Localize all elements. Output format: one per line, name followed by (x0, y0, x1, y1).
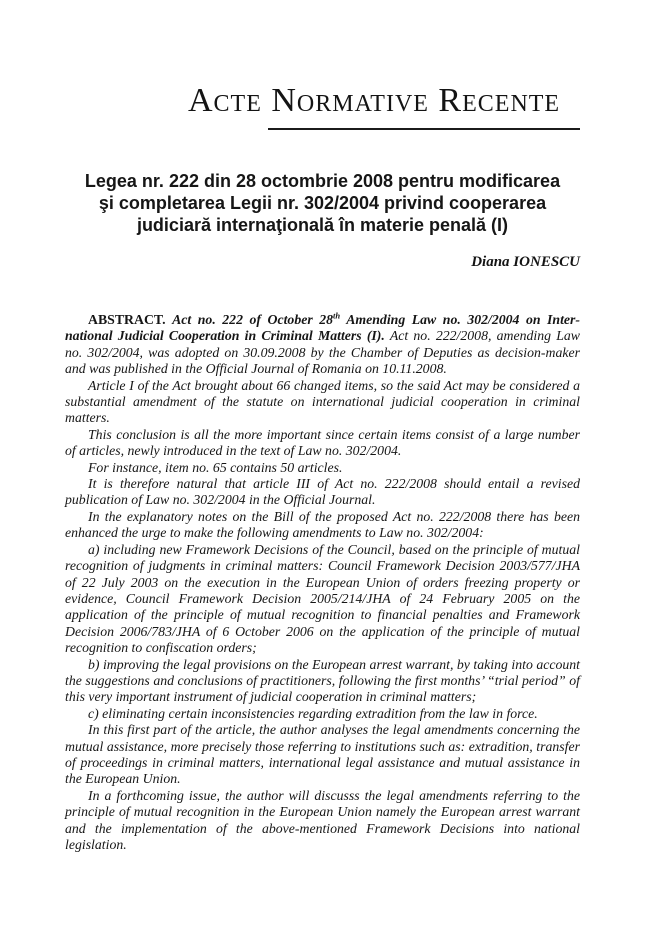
article-title (65, 170, 580, 236)
abstract-paragraph: For instance, item no. 65 contains 50 articles. (88, 459, 343, 475)
article-title-line: Legea nr. 222 din 28 octombrie 2008 pentru modificarea (84, 171, 561, 191)
author-name: Diana IONESCU (471, 254, 580, 270)
abstract-paragraph-item-a: a) including new Framework Decisions of the Council, based on the principle of mutual recognition of judgments in criminal matters: Council Framework Decision 2003/577/JHA of 22 July 2003 on the execution in the European Union of orders freezing property or evidence, Council Framework Decision 2005/214/JHA of 24 February 2005 on the application of the principle of mutual recognition to financial penalties and Framework Decision 2006/783/JHA of 6 October 2006 on the application of the principle of mutual recognition to confiscation orders; (65, 541, 580, 656)
abstract-paragraph: It is therefore natural that article III of Act no. 222/2008 should entail a revised publication of Law no. 302/2004 in the Official Journal. (65, 476, 580, 508)
abstract-section (65, 312, 580, 853)
abstract-lead-post: Amending Law no. 302/2004 on Inter-national Judicial Cooperation in Criminal Matters (I). (65, 312, 580, 344)
abstract-lead-pre: Act no. 222 of October 28 (172, 312, 334, 327)
article-title-line: judiciară internaţională în materie penală (I) (136, 215, 509, 235)
abstract-paragraph-item-c: c) eliminating certain inconsistencies regarding extradition from the law in force. (88, 705, 538, 721)
abstract-paragraph: In a forthcoming issue, the author will discusss the legal amendments referring to the principle of mutual recognition in the European Union namely the European arrest warrant and the implementation of the above-mentioned Framework Decisions into national legislation. (65, 787, 580, 852)
article-title-line: şi completarea Legii nr. 302/2004 privind cooperarea (98, 193, 547, 213)
abstract-paragraph: Article I of the Act brought about 66 changed items, so the said Act may be considered a substantial amendment of the statute on international judicial cooperation in criminal matters. (65, 377, 580, 426)
abstract-paragraph: This conclusion is all the more important since certain items consist of a large number of articles, newly introduced in the text of Law no. 302/2004. (65, 426, 580, 459)
abstract-lead-rest: Act no. 222/2008, amending Law no. 302/2004, was adopted on 30.09.2008 by the Chamber of Deputies as decision-maker and was published in the Official Journal of Romania on 10.11.2008. (65, 328, 581, 377)
journal-section-title: Acte Normative Recente (188, 82, 561, 119)
abstract-paragraph-lead (65, 312, 580, 378)
abstract-paragraph: In this first part of the article, the author analyses the legal amendments concerning the mutual assistance, more precisely those referring to institutions such as: extradition, transfer of proceedings in criminal matters, international legal assistance and mutual assistance in the European Union. (65, 722, 580, 787)
abstract-label: ABSTRACT. (88, 312, 166, 327)
abstract-lead-superscript: th (333, 310, 341, 321)
title-underline (268, 128, 580, 130)
journal-header (65, 0, 580, 130)
abstract-paragraph: In the explanatory notes on the Bill of the proposed Act no. 222/2008 there has been enhanced the urge to make the following amendments to Law no. 302/2004: (65, 508, 580, 541)
abstract-paragraph-item-b: b) improving the legal provisions on the European arrest warrant, by taking into account the suggestions and conclusions of practitioners, following the first months’ “trial period” of this very important instrument of judicial cooperation in criminal matters; (65, 656, 580, 705)
